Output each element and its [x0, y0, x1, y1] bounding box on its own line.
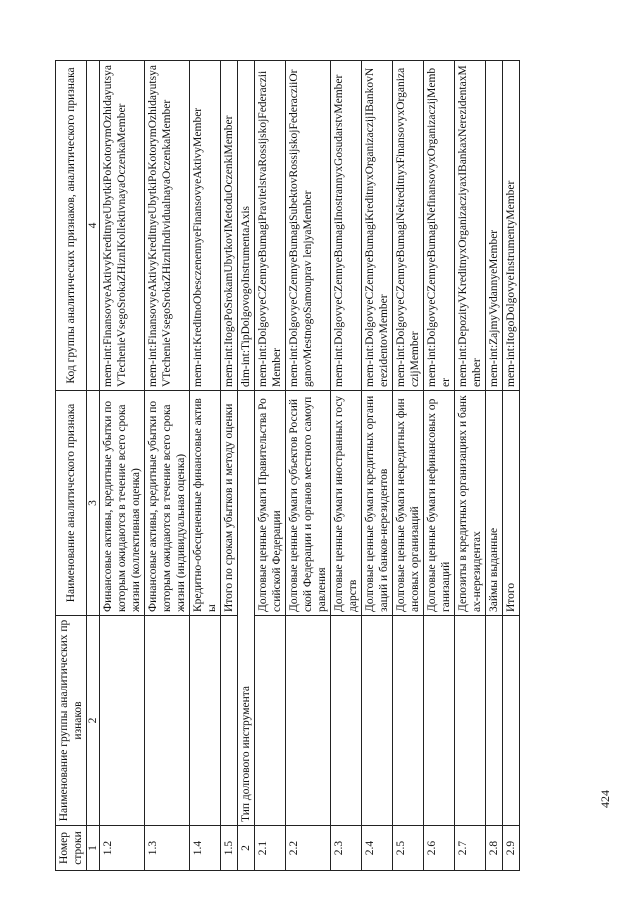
feature-name: Долговые ценные бумаги субъектов Российской Федерации и органов местного самоуправления	[286, 391, 331, 616]
group-name	[486, 616, 503, 826]
group-name	[255, 616, 286, 826]
table-row	[362, 61, 393, 871]
feature-code: mem-int:DolgovyeCZennyeBumagiInostrannyxGosudarstvMember	[331, 61, 362, 391]
feature-name: Финансовые активы, кредитные убытки по которым ожидаются в течение всего срока жизни (индивидуальная оценка)	[145, 391, 190, 616]
group-name	[331, 616, 362, 826]
group-name	[362, 616, 393, 826]
feature-name: Долговые ценные бумаги некредитных финансовых организаций	[393, 391, 424, 616]
header-feature-name: Наименование аналитического признака	[56, 391, 87, 616]
feature-code: mem-int:DolgovyeCZennyeBumagiNefinansovyxOrganizaczijMember	[424, 61, 455, 391]
feature-code: dim-int:TipDolgovogoInstrumentaAxis	[238, 61, 255, 391]
table-row	[238, 61, 255, 871]
rotated-page-content	[55, 61, 592, 871]
feature-name: Долговые ценные бумаги Правительства Российской Федерации	[255, 391, 286, 616]
table-row	[424, 61, 455, 871]
feature-code: mem-int:DolgovyeCZennyeBumagiSubektovRossijskojFederacziiOrganovMestnogoSamouprav lenjyaMember	[286, 61, 331, 391]
feature-code: mem-int:DepozityVKreditnyxOrganizacziyaxIBankaxNerezidentaxMember	[455, 61, 486, 391]
group-name	[503, 616, 520, 826]
row-number: 1.3	[145, 826, 190, 871]
table-row	[221, 61, 238, 871]
row-number: 2.8	[486, 826, 503, 871]
group-name	[424, 616, 455, 826]
table-row	[286, 61, 331, 871]
feature-code: mem-int:DolgovyeCZennyeBumagiPravitelstvaRossijskojFederacziiMember	[255, 61, 286, 391]
header-row-number: Номер строки	[56, 826, 87, 871]
feature-name: Долговые ценные бумаги иностранных государств	[331, 391, 362, 616]
feature-code: mem-int:FinansovyeAktivyKreditnyeUbytkiPoKotorymOzhidayutsyaVTechenieVsegoSrokaZHiznIKollektivnayaOczenkaMember	[100, 61, 145, 391]
table-row	[100, 61, 145, 871]
group-name	[455, 616, 486, 826]
feature-name: Депозиты в кредитных организациях и банках-нерезидентах	[455, 391, 486, 616]
feature-code: mem-int:DolgovyeCZennyeBumagiNekreditnyxFinansovyxOrganizaczijMember	[393, 61, 424, 391]
row-number: 2.9	[503, 826, 520, 871]
feature-code: mem-int:ItogoDolgovyeInstrumentyMember	[503, 61, 520, 391]
row-number: 2.4	[362, 826, 393, 871]
table-row	[145, 61, 190, 871]
row-number: 2.7	[455, 826, 486, 871]
column-number: 2	[87, 616, 100, 826]
row-number: 2.6	[424, 826, 455, 871]
feature-code: mem-int:KreditnoObesczenennyeFinansovyeAktivyMember	[190, 61, 221, 391]
feature-code: mem-int:ItogoPoSrokamUbytkovIMetoduOczenkiMember	[221, 61, 238, 391]
group-name	[393, 616, 424, 826]
feature-name: Займы выданные	[486, 391, 503, 616]
row-number: 1.2	[100, 826, 145, 871]
header-code: Код группы аналитических признаков, аналитического признака	[56, 61, 87, 391]
feature-name: Долговые ценные бумаги кредитных организаций и банков-нерезидентов	[362, 391, 393, 616]
group-name	[145, 616, 190, 826]
group-name: Тип долгового инструмента	[238, 391, 255, 826]
row-number: 2.3	[331, 826, 362, 871]
table-row	[455, 61, 486, 871]
row-number: 1.5	[221, 826, 238, 871]
header-row	[56, 61, 87, 871]
row-number: 2.1	[255, 826, 286, 871]
feature-name: Долговые ценные бумаги нефинансовых организаций	[424, 391, 455, 616]
column-number: 3	[87, 391, 100, 616]
row-number: 2.2	[286, 826, 331, 871]
header-group-name: Наименование группы аналитических признаков	[56, 616, 87, 826]
feature-code: mem-int:ZajmyVydannyeMember	[486, 61, 503, 391]
table-row	[255, 61, 286, 871]
table-row	[190, 61, 221, 871]
group-name	[221, 616, 238, 826]
page-number: 424	[598, 790, 612, 808]
column-number-row	[87, 61, 100, 871]
feature-code: mem-int:DolgovyeCZennyeBumagiKreditnyxOrganizaczijIBankovNerezidentovMember	[362, 61, 393, 391]
table-row	[393, 61, 424, 871]
column-number: 1	[87, 826, 100, 871]
column-number: 4	[87, 61, 100, 391]
feature-name: Итого	[503, 391, 520, 616]
group-name	[190, 616, 221, 826]
feature-name: Кредитно-обесцененные финансовые активы	[190, 391, 221, 616]
table-row	[331, 61, 362, 871]
table-row	[503, 61, 520, 871]
feature-name: Итого по срокам убытков и методу оценки	[221, 391, 238, 616]
feature-code: mem-int:FinansovyeAktivyKreditnyeUbytkiPoKotorymOzhidayutsyaVTechenieVsegoSrokaZHiznIIndividualnayaOczenkaMember	[145, 61, 190, 391]
group-name	[100, 616, 145, 826]
table-row	[486, 61, 503, 871]
analytic-features-table	[55, 60, 520, 871]
group-name	[286, 616, 331, 826]
row-number: 1.4	[190, 826, 221, 871]
row-number: 2.5	[393, 826, 424, 871]
row-number: 2	[238, 826, 255, 871]
feature-name: Финансовые активы, кредитные убытки по которым ожидаются в течение всего срока жизни (коллективная оценка)	[100, 391, 145, 616]
